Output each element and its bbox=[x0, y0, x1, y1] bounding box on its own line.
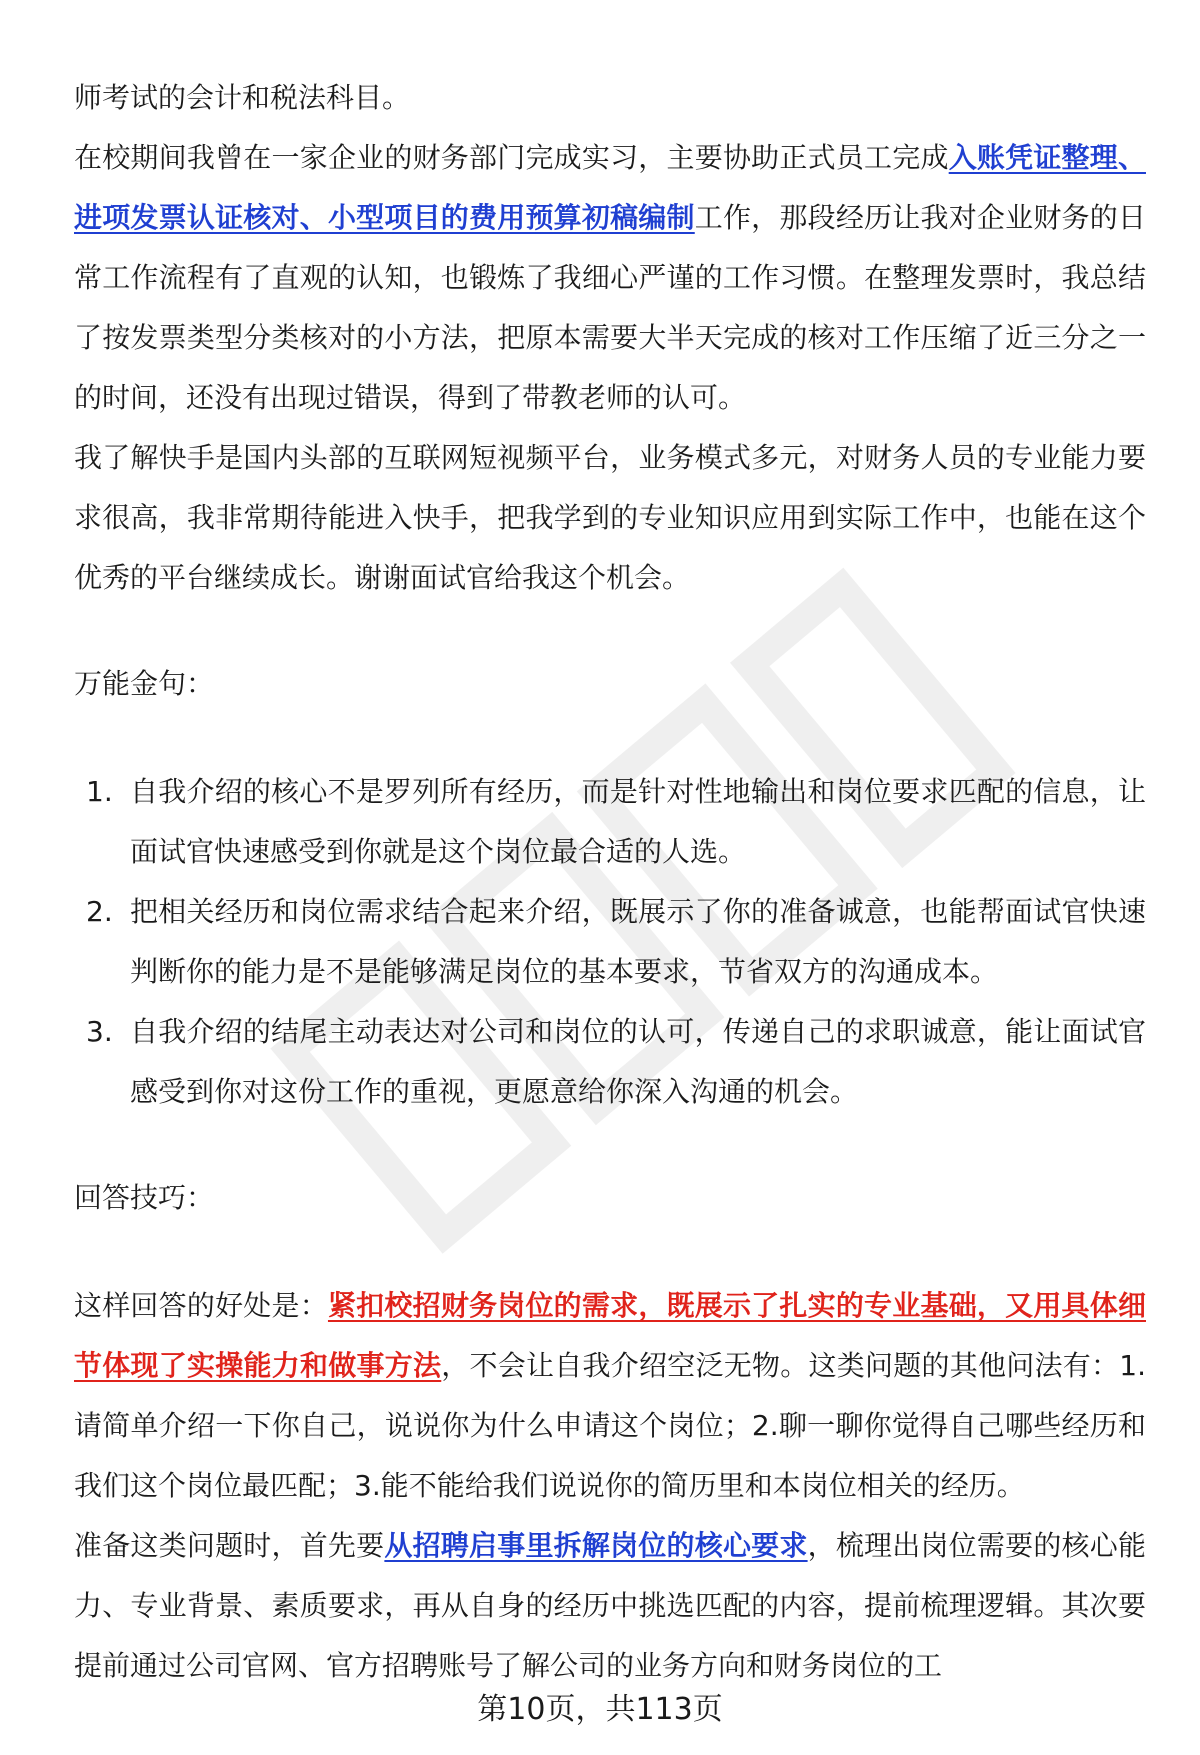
text-span: 准备这类问题时，首先要 bbox=[74, 1529, 385, 1562]
list-item bbox=[74, 1002, 1146, 1122]
text-span: ，梳理出岗位需要的核心能力、专业背景、素质要求，再从自身的经历中挑选匹配的内容，提前梳理逻辑。其次要提前通过公司官网、官方招聘账号了解公司的业务方向和财务岗位的工 bbox=[74, 1529, 1146, 1682]
paragraph-tips-prepare bbox=[74, 1516, 1146, 1696]
paragraph-company: 我了解快手是国内头部的互联网短视频平台，业务模式多元，对财务人员的专业能力要求很高，我非常期待能进入快手，把我学到的专业知识应用到实际工作中，也能在这个优秀的平台继续成长。谢谢面试官给我这个机会。 bbox=[74, 441, 1146, 594]
golden-list bbox=[74, 762, 1146, 1122]
highlight-red: 紧扣校招财务岗位的需求，既展示了扎实的专业基础，又用具体细节体现了实操能力和做事方法 bbox=[74, 1289, 1146, 1382]
paragraph-tips-benefit bbox=[74, 1276, 1146, 1516]
document-page bbox=[74, 68, 1146, 1696]
list-item bbox=[74, 762, 1146, 882]
list-number: 2. bbox=[86, 895, 113, 928]
highlight-blue: 入账凭证整理、进项发票认证核对、小型项目的费用预算初稿编制 bbox=[74, 141, 1146, 234]
section-golden-sentences: 万能金句： bbox=[74, 667, 215, 700]
list-number: 3. bbox=[86, 1015, 113, 1048]
page-number-footer: 第10页，共113页 bbox=[477, 1692, 723, 1727]
section-answer-tips: 回答技巧： bbox=[74, 1181, 215, 1214]
text-span: 在校期间我曾在一家企业的财务部门完成实习，主要协助正式员工完成 bbox=[74, 141, 949, 174]
highlight-blue: 从招聘启事里拆解岗位的核心要求 bbox=[384, 1529, 808, 1562]
list-text: 自我介绍的结尾主动表达对公司和岗位的认可，传递自己的求职诚意，能让面试官感受到你对这份工作的重视，更愿意给你深入沟通的机会。 bbox=[130, 1015, 1146, 1108]
text-span: 工作，那段经历让我对企业财务的日常工作流程有了直观的认知，也锻炼了我细心严谨的工作习惯。在整理发票时，我总结了按发票类型分类核对的小方法，把原本需要大半天完成的核对工作压缩了近三分之一的时间，还没有出现过错误，得到了带教老师的认可。 bbox=[74, 201, 1146, 414]
list-text: 自我介绍的核心不是罗列所有经历，而是针对性地输出和岗位要求匹配的信息，让面试官快速感受到你就是这个岗位最合适的人选。 bbox=[130, 775, 1146, 868]
list-text: 把相关经历和岗位需求结合起来介绍，既展示了你的准备诚意，也能帮面试官快速判断你的能力是不是能够满足岗位的基本要求，节省双方的沟通成本。 bbox=[130, 895, 1146, 988]
list-number: 1. bbox=[86, 775, 113, 808]
text-span: ，不会让自我介绍空泛无物。这类问题的其他问法有：1.请简单介绍一下你自己，说说你为什么申请这个岗位；2.聊一聊你觉得自己哪些经历和我们这个岗位最匹配；3.能不能给我们说说你的简历里和本岗位相关的经历。 bbox=[74, 1349, 1146, 1502]
paragraph-exam: 师考试的会计和税法科目。 bbox=[74, 81, 411, 114]
text-span: 这样回答的好处是： bbox=[74, 1289, 328, 1322]
list-item bbox=[74, 882, 1146, 1002]
paragraph-internship bbox=[74, 128, 1146, 428]
